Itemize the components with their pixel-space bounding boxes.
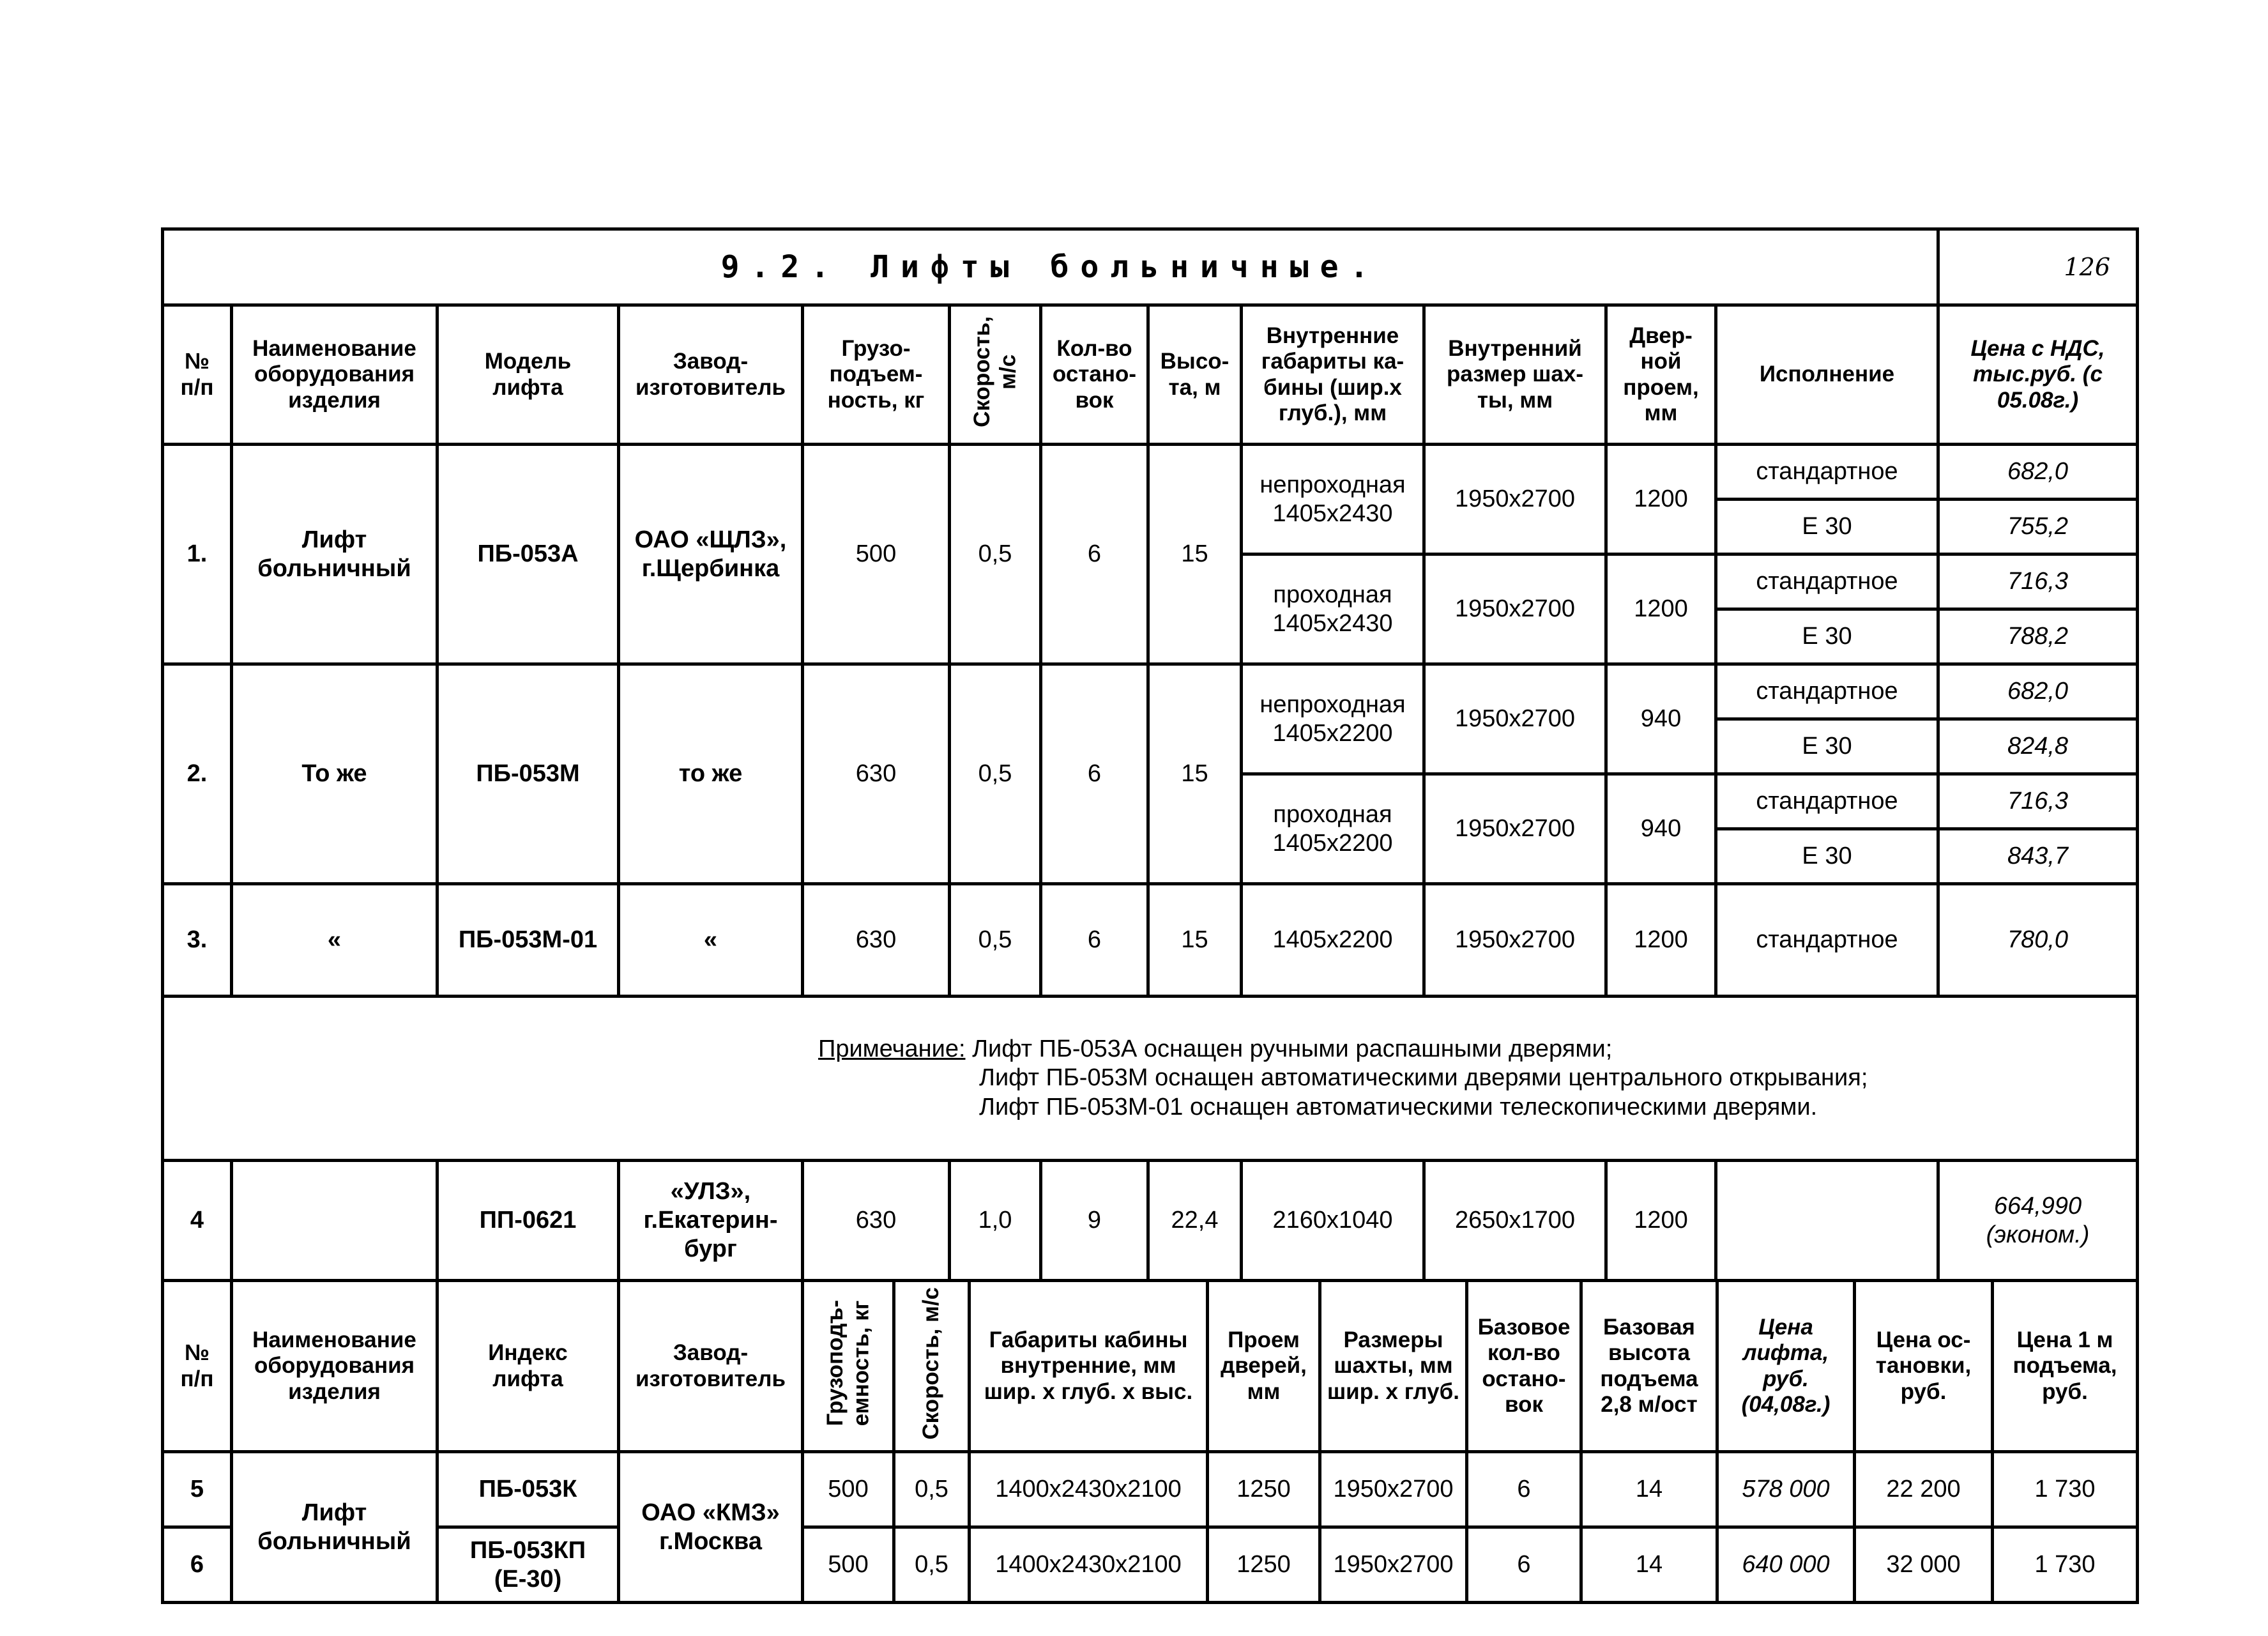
row-execution: стандартное bbox=[1716, 554, 1938, 609]
row-model: ПП-0621 bbox=[438, 1161, 619, 1281]
row-name: Лифт больничный bbox=[232, 1452, 438, 1603]
row-execution: стандартное bbox=[1716, 774, 1938, 829]
note-text bbox=[818, 1035, 2133, 1122]
row-shaft: 1950х2700 bbox=[1320, 1527, 1467, 1603]
row-price: 716,3 bbox=[1938, 554, 2138, 609]
row-stops: 6 bbox=[1041, 664, 1148, 884]
row-cabin: 2160х1040 bbox=[1242, 1161, 1424, 1281]
row-capacity: 630 bbox=[803, 664, 950, 884]
row-stops: 6 bbox=[1041, 884, 1148, 997]
row-speed: 0,5 bbox=[950, 664, 1041, 884]
row-cabin: непроходная 1405х2430 bbox=[1242, 445, 1424, 554]
header-capacity bbox=[803, 1281, 894, 1452]
row-door: 940 bbox=[1606, 664, 1716, 774]
row-door: 1200 bbox=[1606, 884, 1716, 997]
note-line-3: Лифт ПБ-053М-01 оснащен автоматическими телескопическими дверями. bbox=[979, 1093, 1818, 1120]
row-speed: 0,5 bbox=[894, 1527, 970, 1603]
row-speed: 0,5 bbox=[950, 445, 1041, 664]
row-execution: Е 30 bbox=[1716, 719, 1938, 774]
row-price: 664,990 (эконом.) bbox=[1938, 1161, 2138, 1281]
note-label: Примечание: bbox=[818, 1035, 966, 1062]
row-height: 22,4 bbox=[1148, 1161, 1242, 1281]
row-price: 682,0 bbox=[1938, 664, 2138, 719]
row-capacity: 500 bbox=[803, 1452, 894, 1527]
row-name bbox=[232, 1161, 438, 1281]
header-stop-price: Цена ос- тановки, руб. bbox=[1855, 1281, 1993, 1452]
row-shaft: 2650х1700 bbox=[1424, 1161, 1606, 1281]
header-maker: Завод- изготовитель bbox=[619, 305, 803, 445]
row-shaft: 1950х2700 bbox=[1424, 774, 1606, 884]
row-height: 15 bbox=[1148, 884, 1242, 997]
row-index: ПБ-053КП (Е-30) bbox=[438, 1527, 619, 1603]
table-row bbox=[163, 884, 2138, 997]
row-base-stops: 6 bbox=[1467, 1527, 1581, 1603]
row-stop-price: 32 000 bbox=[1855, 1527, 1993, 1603]
row-door: 1200 bbox=[1606, 554, 1716, 664]
hospital-lifts-table bbox=[161, 227, 2139, 1282]
row-price: 716,3 bbox=[1938, 774, 2138, 829]
row-capacity: 500 bbox=[803, 1527, 894, 1603]
header-num: № п/п bbox=[163, 305, 232, 445]
row-price: 682,0 bbox=[1938, 445, 2138, 500]
section-title-text: 9.2. Лифты больничные. bbox=[720, 248, 1380, 285]
header-execution: Исполнение bbox=[1716, 305, 1938, 445]
header-name: Наименование оборудования изделия bbox=[232, 1281, 438, 1452]
header-shaft: Размеры шахты, мм шир. х глуб. bbox=[1320, 1281, 1467, 1452]
row-price: 640 000 bbox=[1717, 1527, 1855, 1603]
header-maker: Завод- изготовитель bbox=[619, 1281, 803, 1452]
header-door: Проем дверей, мм bbox=[1208, 1281, 1320, 1452]
row-cabin: 1400х2430х2100 bbox=[970, 1527, 1208, 1603]
kmz-lifts-table bbox=[161, 1279, 2139, 1604]
row-num: 5 bbox=[163, 1452, 232, 1527]
header-price: Цена лифта, руб. (04,08г.) bbox=[1717, 1281, 1855, 1452]
row-shaft: 1950х2700 bbox=[1424, 664, 1606, 774]
row-num: 3. bbox=[163, 884, 232, 997]
header-capacity: Грузо- подъем- ность, кг bbox=[803, 305, 950, 445]
row-cabin: непроходная 1405х2200 bbox=[1242, 664, 1424, 774]
row-maker: ОАО «КМЗ» г.Москва bbox=[619, 1452, 803, 1603]
header-model: Модель лифта bbox=[438, 305, 619, 445]
note-cell bbox=[163, 997, 2138, 1161]
header-capacity-text: Грузоподъ- емность, кг bbox=[822, 1300, 873, 1426]
row-stops: 6 bbox=[1041, 445, 1148, 664]
row-maker: ОАО «ЩЛЗ», г.Щербинка bbox=[619, 445, 803, 664]
header-door: Двер- ной проем, мм bbox=[1606, 305, 1716, 445]
row-name: Лифт больничный bbox=[232, 445, 438, 664]
row-price: 788,2 bbox=[1938, 609, 2138, 664]
header-speed bbox=[950, 305, 1041, 445]
row-door: 1200 bbox=[1606, 1161, 1716, 1281]
row-maker: то же bbox=[619, 664, 803, 884]
row-num: 2. bbox=[163, 664, 232, 884]
row-maker: « bbox=[619, 884, 803, 997]
header-meter-price: Цена 1 м подъема, руб. bbox=[1993, 1281, 2138, 1452]
page-number: 126 bbox=[1938, 229, 2138, 305]
row-execution bbox=[1716, 1161, 1938, 1281]
row-base-height: 14 bbox=[1581, 1527, 1717, 1603]
header-cabin: Внутренние габариты ка- бины (шир.х глуб.), мм bbox=[1242, 305, 1424, 445]
row-meter-price: 1 730 bbox=[1993, 1452, 2138, 1527]
row-cabin: 1405х2200 bbox=[1242, 884, 1424, 997]
header-speed bbox=[894, 1281, 970, 1452]
header-num: № п/п bbox=[163, 1281, 232, 1452]
row-maker: «УЛЗ», г.Екатерин- бург bbox=[619, 1161, 803, 1281]
row-price: 843,7 bbox=[1938, 829, 2138, 884]
row-price: 755,2 bbox=[1938, 500, 2138, 554]
row-model: ПБ-053А bbox=[438, 445, 619, 664]
row-stops: 9 bbox=[1041, 1161, 1148, 1281]
row-execution: Е 30 bbox=[1716, 829, 1938, 884]
row-execution: стандартное bbox=[1716, 445, 1938, 500]
row-price: 824,8 bbox=[1938, 719, 2138, 774]
row-capacity: 630 bbox=[803, 884, 950, 997]
row-shaft: 1950х2700 bbox=[1424, 884, 1606, 997]
header-name: Наименование оборудования изделия bbox=[232, 305, 438, 445]
note-row bbox=[163, 997, 2138, 1161]
row-num: 6 bbox=[163, 1527, 232, 1603]
header-shaft: Внутренний размер шах- ты, мм bbox=[1424, 305, 1606, 445]
row-capacity: 630 bbox=[803, 1161, 950, 1281]
row-door: 1250 bbox=[1208, 1527, 1320, 1603]
header-price: Цена с НДС, тыс.руб. (с 05.08г.) bbox=[1938, 305, 2138, 445]
header-base-stops: Базовое кол-во остано- вок bbox=[1467, 1281, 1581, 1452]
note-line-2: Лифт ПБ-053М оснащен автоматическими дверями центрального открывания; bbox=[979, 1064, 1868, 1092]
table-row bbox=[163, 445, 2138, 500]
table-row bbox=[163, 1161, 2138, 1281]
row-price: 780,0 bbox=[1938, 884, 2138, 997]
row-cabin: проходная 1405х2430 bbox=[1242, 554, 1424, 664]
row-capacity: 500 bbox=[803, 445, 950, 664]
row-shaft: 1950х2700 bbox=[1320, 1452, 1467, 1527]
row-height: 15 bbox=[1148, 664, 1242, 884]
row-stop-price: 22 200 bbox=[1855, 1452, 1993, 1527]
row-model: ПБ-053М-01 bbox=[438, 884, 619, 997]
row-execution: стандартное bbox=[1716, 884, 1938, 997]
table-row bbox=[163, 1527, 2138, 1603]
row-name: « bbox=[232, 884, 438, 997]
row-price: 578 000 bbox=[1717, 1452, 1855, 1527]
table-header-row bbox=[163, 1281, 2138, 1452]
header-height: Высо- та, м bbox=[1148, 305, 1242, 445]
row-shaft: 1950х2700 bbox=[1424, 554, 1606, 664]
row-execution: Е 30 bbox=[1716, 500, 1938, 554]
row-index: ПБ-053К bbox=[438, 1452, 619, 1527]
header-index: Индекс лифта bbox=[438, 1281, 619, 1452]
row-cabin: проходная 1405х2200 bbox=[1242, 774, 1424, 884]
row-shaft: 1950х2700 bbox=[1424, 445, 1606, 554]
header-cabin: Габариты кабины внутренние, мм шир. х глуб. х выс. bbox=[970, 1281, 1208, 1452]
header-speed-text: Скорость, м/с bbox=[969, 316, 1020, 427]
row-speed: 0,5 bbox=[894, 1452, 970, 1527]
table-row bbox=[163, 664, 2138, 719]
row-model: ПБ-053М bbox=[438, 664, 619, 884]
row-meter-price: 1 730 bbox=[1993, 1527, 2138, 1603]
table-header-row bbox=[163, 305, 2138, 445]
header-base-height: Базовая высота подъема 2,8 м/ост bbox=[1581, 1281, 1717, 1452]
row-num: 4 bbox=[163, 1161, 232, 1281]
row-base-stops: 6 bbox=[1467, 1452, 1581, 1527]
row-speed: 1,0 bbox=[950, 1161, 1041, 1281]
row-num: 1. bbox=[163, 445, 232, 664]
table-row bbox=[163, 1452, 2138, 1527]
row-execution: Е 30 bbox=[1716, 609, 1938, 664]
row-height: 15 bbox=[1148, 445, 1242, 664]
row-door: 1200 bbox=[1606, 445, 1716, 554]
note-line-1: Лифт ПБ-053А оснащен ручными распашными дверями; bbox=[972, 1035, 1613, 1062]
row-door: 1250 bbox=[1208, 1452, 1320, 1527]
section-title bbox=[163, 229, 1938, 305]
row-speed: 0,5 bbox=[950, 884, 1041, 997]
header-stops: Кол-во остано- вок bbox=[1041, 305, 1148, 445]
price-sheet bbox=[161, 227, 2136, 1604]
row-base-height: 14 bbox=[1581, 1452, 1717, 1527]
row-name: То же bbox=[232, 664, 438, 884]
row-door: 940 bbox=[1606, 774, 1716, 884]
row-cabin: 1400х2430х2100 bbox=[970, 1452, 1208, 1527]
row-execution: стандартное bbox=[1716, 664, 1938, 719]
header-speed-text: Скорость, м/с bbox=[918, 1287, 944, 1440]
